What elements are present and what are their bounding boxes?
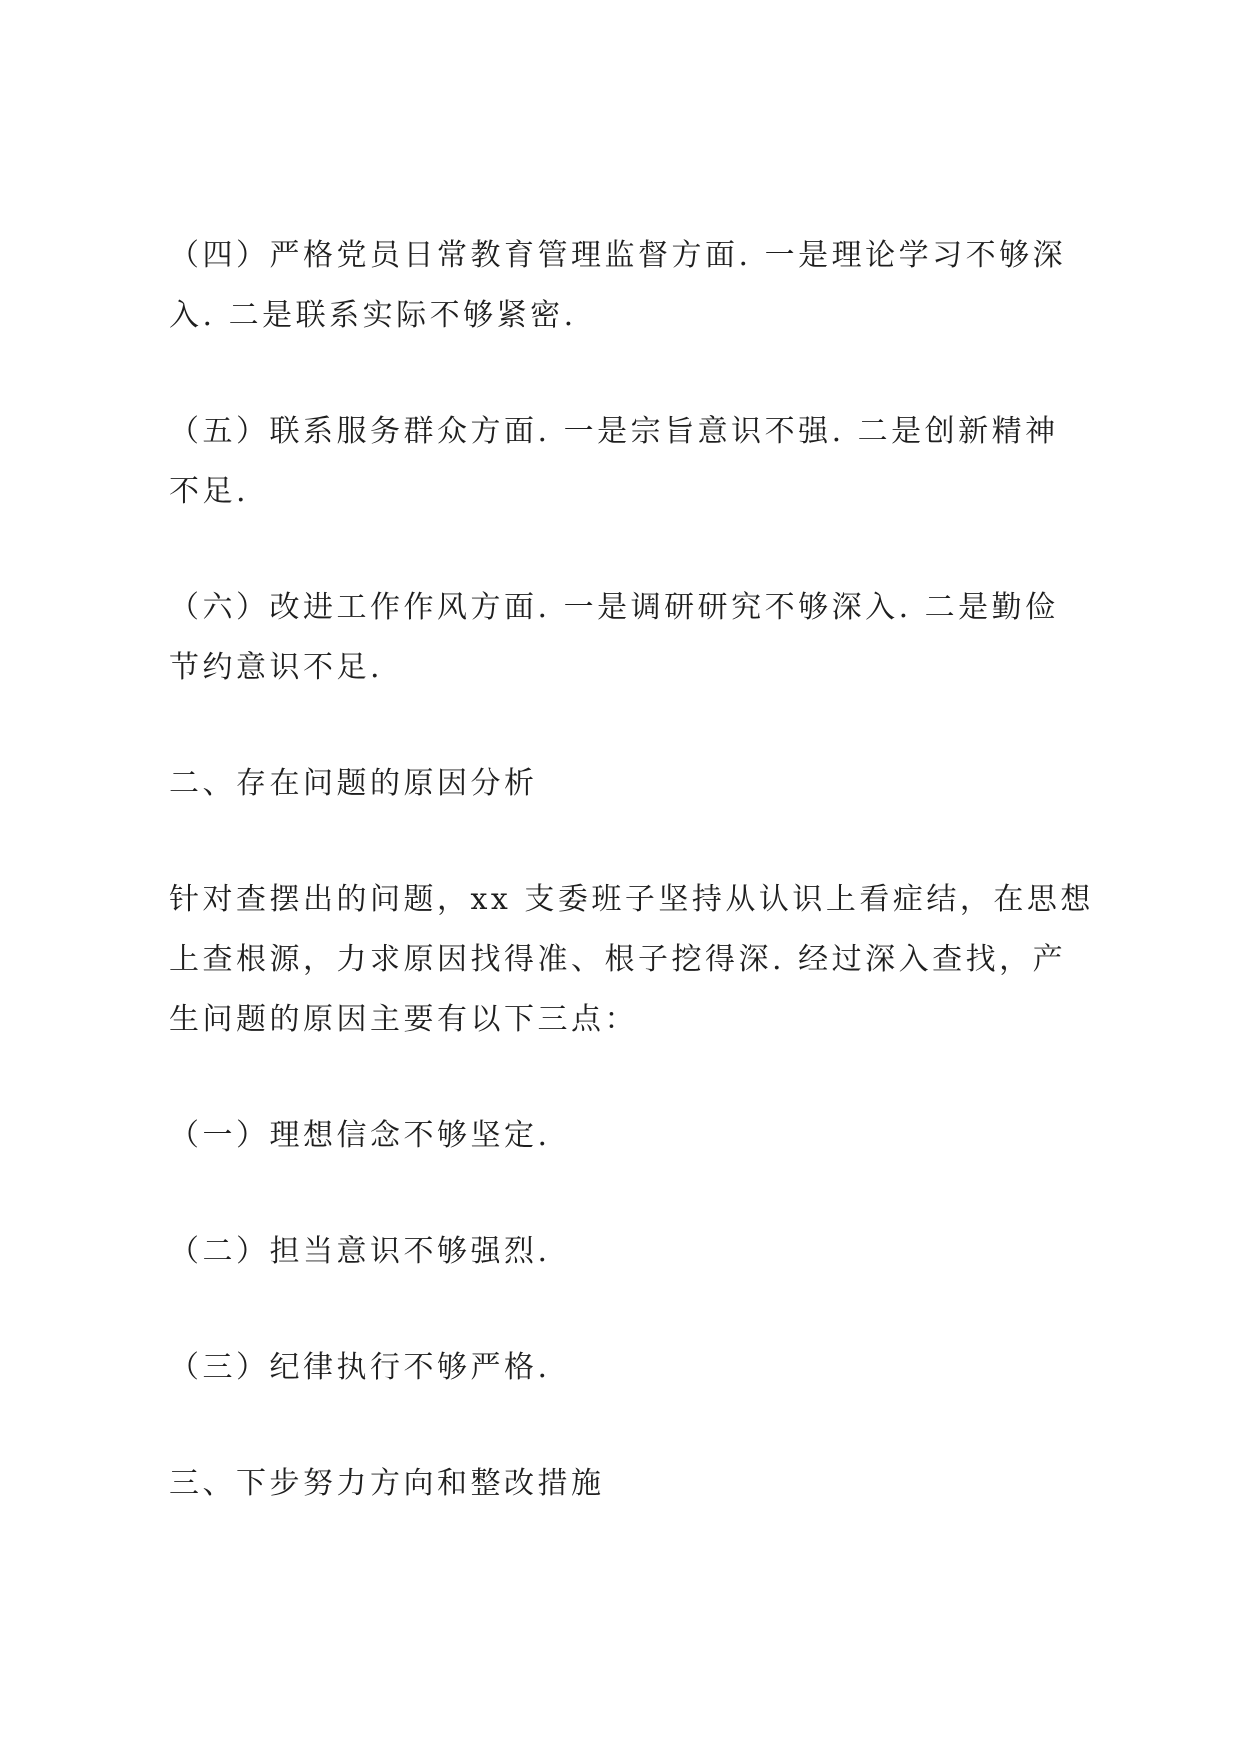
paragraph-item-6 xyxy=(169,578,1121,698)
cause-item-2 xyxy=(169,1222,1121,1282)
heading-text: 二、存在问题的原因分析 xyxy=(169,766,538,801)
heading-text: 三、下步努力方向和整改措施 xyxy=(169,1466,605,1501)
section-heading-3 xyxy=(169,1454,1121,1514)
text-line: （一）理想信念不够坚定. xyxy=(169,1118,551,1153)
text-line: （二）担当意识不够强烈. xyxy=(169,1234,551,1269)
text-line: 入. 二是联系实际不够紧密. xyxy=(169,298,577,333)
text-line: （三）纪律执行不够严格. xyxy=(169,1350,551,1385)
cause-item-3 xyxy=(169,1338,1121,1398)
text-line: 生问题的原因主要有以下三点： xyxy=(169,1002,638,1037)
text-line: 针对查摆出的问题，xx 支委班子坚持从认识上看症结，在思想 xyxy=(169,882,1094,917)
cause-item-1 xyxy=(169,1106,1121,1166)
text-line: 上查根源，力求原因找得准、根子挖得深. 经过深入查找，产 xyxy=(169,942,1067,977)
paragraph-analysis-intro xyxy=(169,870,1121,1050)
paragraph-item-4 xyxy=(169,226,1121,346)
text-line: （四）严格党员日常教育管理监督方面. 一是理论学习不够深 xyxy=(169,238,1067,273)
text-line: （五）联系服务群众方面. 一是宗旨意识不强. 二是创新精神 xyxy=(169,414,1059,449)
section-heading-2 xyxy=(169,754,1121,814)
text-line: 不足. xyxy=(169,474,250,509)
paragraph-item-5 xyxy=(169,402,1121,522)
text-line: 节约意识不足. xyxy=(169,650,384,685)
text-line: （六）改进工作作风方面. 一是调研研究不够深入. 二是勤俭 xyxy=(169,590,1059,625)
